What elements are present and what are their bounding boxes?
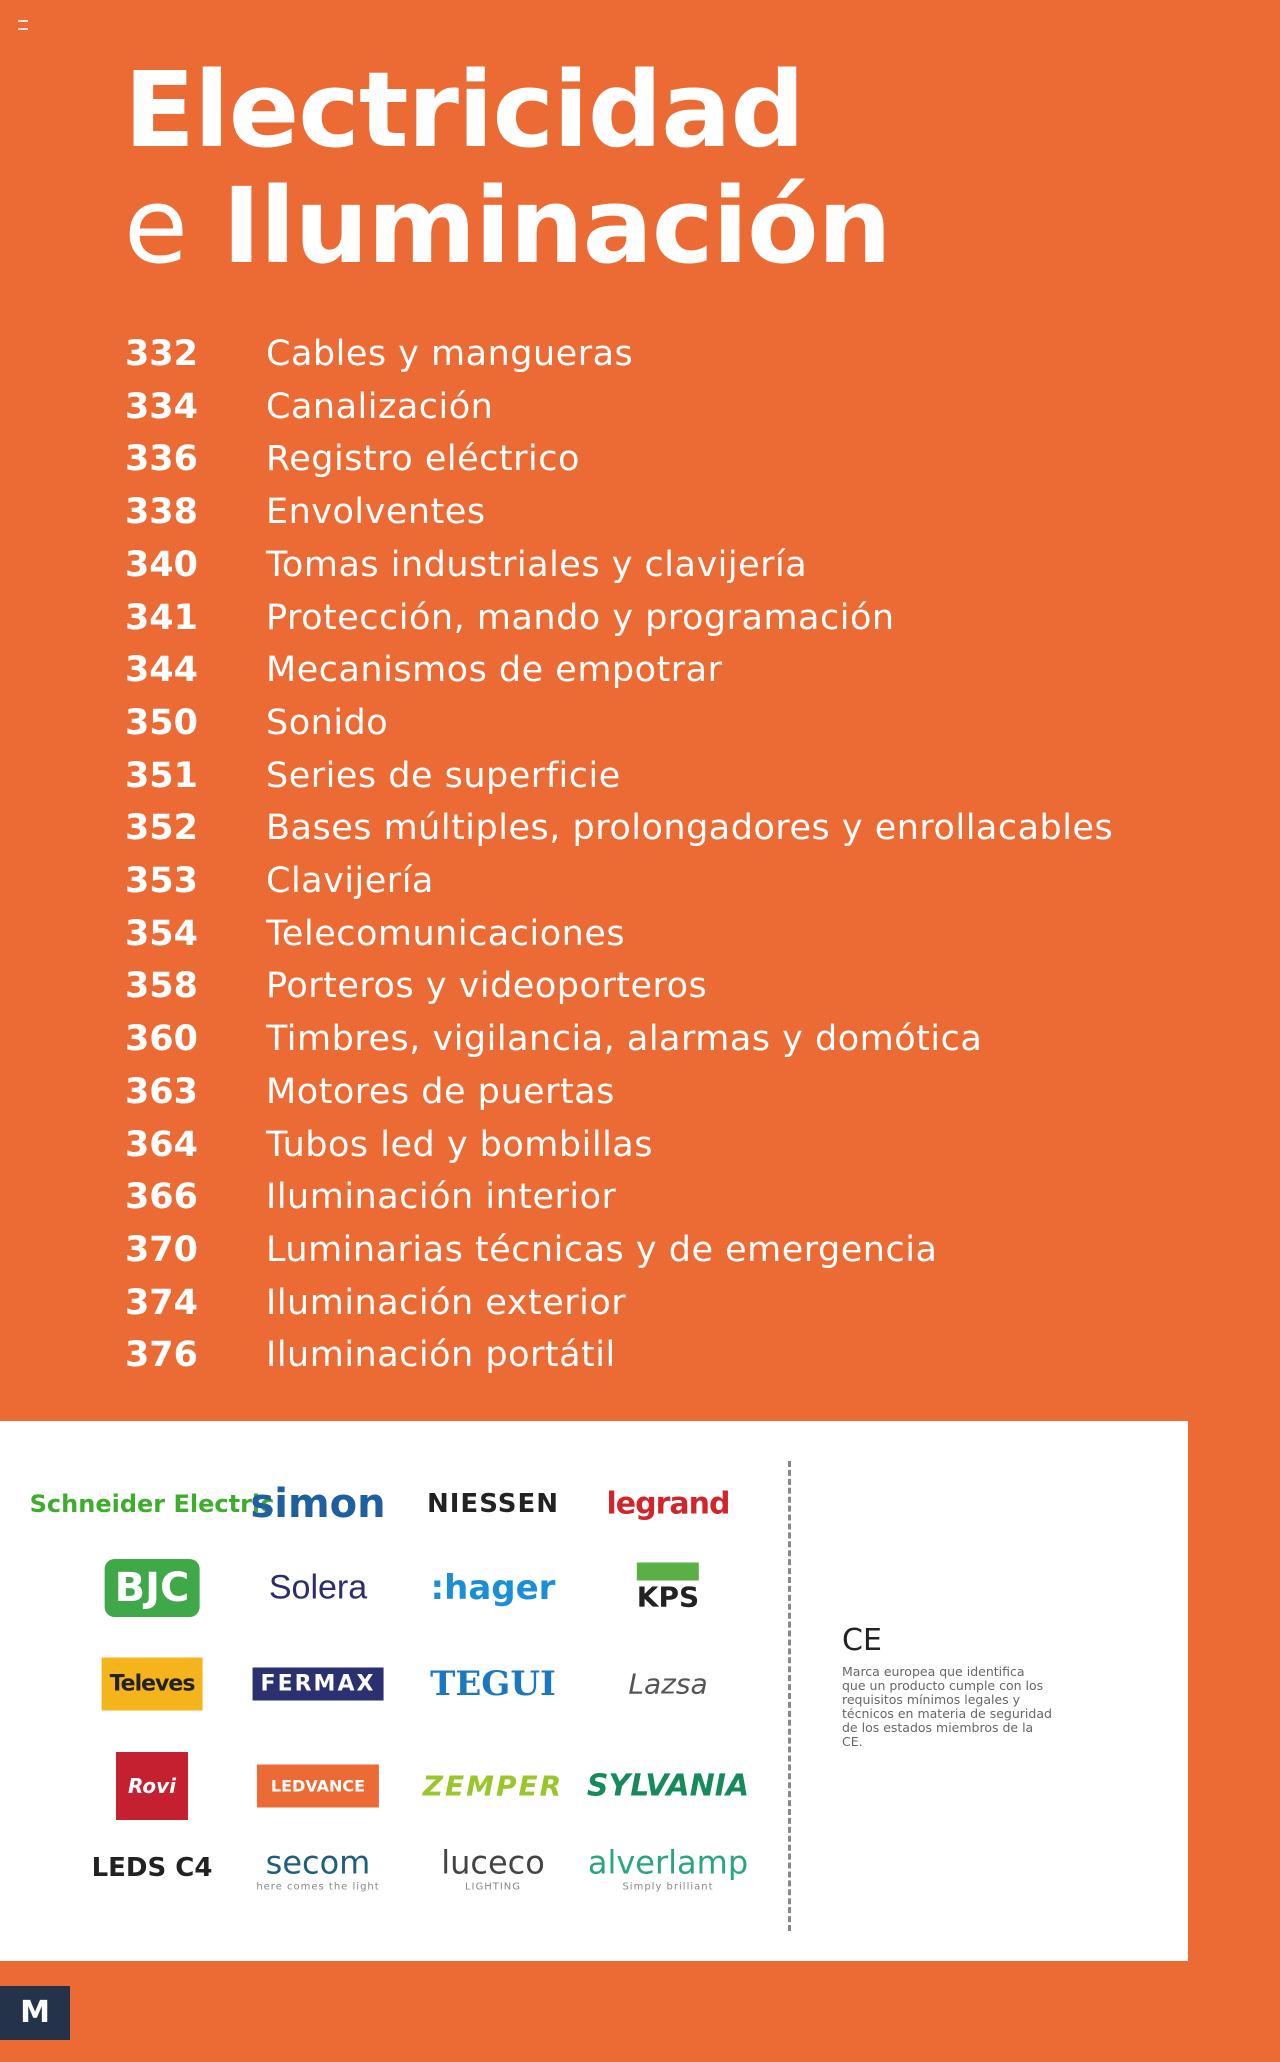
toc-label: Canalización [266, 386, 494, 427]
toc-label: Tubos led y bombillas [266, 1124, 653, 1165]
toc-item[interactable] [0, 1171, 1200, 1223]
toc-page-number: 370 [124, 1229, 198, 1270]
toc-item[interactable] [0, 328, 1200, 380]
brands-panel [0, 1421, 1188, 1961]
toc-label: Timbres, vigilancia, alarmas y domótica [266, 1019, 983, 1060]
toc-page-number: 340 [124, 544, 198, 585]
toc-item[interactable] [0, 750, 1200, 802]
brand-logo-zemper [423, 1770, 564, 1803]
brand-logo-niessen [427, 1489, 559, 1519]
toc-page-number: 353 [124, 861, 198, 901]
ce-mark-icon: CE [842, 1623, 882, 1658]
toc-page-number: 376 [124, 1335, 198, 1376]
title-line-2 [124, 165, 891, 287]
toc-item[interactable] [0, 908, 1200, 960]
brand-name: alverlamp [587, 1843, 749, 1882]
toc-item[interactable] [0, 592, 1200, 644]
toc-label: Porteros y videoporteros [266, 966, 708, 1007]
brand-name: Solera [268, 1568, 368, 1607]
toc-label: Clavijería [266, 861, 434, 901]
brand-name: LEDVANCE [270, 1776, 366, 1796]
toc-item[interactable] [0, 381, 1200, 433]
brand-name: BJC [114, 1565, 190, 1611]
brand-name: Schneider Electric [29, 1490, 275, 1518]
toc-label: Protección, mando y programación [266, 597, 895, 638]
brand-name: legrand [606, 1486, 730, 1522]
brand-logo-tegui [430, 1664, 556, 1704]
brand-logo-legrand [607, 1487, 730, 1522]
toc-item[interactable] [0, 1329, 1200, 1381]
brand-name: TEGUI [430, 1664, 556, 1704]
toc-item[interactable] [0, 644, 1200, 696]
brand-logo-simon [250, 1481, 385, 1527]
toc-item[interactable] [0, 1277, 1200, 1329]
toc-item[interactable] [0, 960, 1200, 1012]
brand-name: Televes [109, 1671, 195, 1697]
toc-item[interactable] [0, 802, 1200, 854]
toc-label: Mecanismos de empotrar [266, 650, 723, 691]
toc-item[interactable] [0, 1119, 1200, 1171]
toc-page-number: 344 [124, 650, 198, 691]
toc-page-number: 350 [124, 702, 198, 743]
brand-logo-schneider-electric [29, 1490, 275, 1518]
menu-icon[interactable] [18, 20, 28, 30]
brand-logo-sylvania [587, 1769, 749, 1804]
toc-item[interactable] [0, 486, 1200, 538]
toc-item[interactable] [0, 433, 1200, 485]
brand-tagline: LIGHTING [464, 1881, 522, 1893]
brand-name: :hager [430, 1568, 556, 1608]
toc-label: Luminarias técnicas y de emergencia [266, 1229, 938, 1270]
toc-page-number: 374 [124, 1282, 198, 1323]
toc-page-number: 352 [124, 808, 198, 849]
toc-label: Bases múltiples, prolongadores y enrollacables [266, 808, 1114, 849]
toc-page-number: 366 [124, 1177, 198, 1218]
brand-logo-alverlamp [588, 1844, 748, 1893]
toc-page-number: 351 [124, 755, 198, 796]
brand-tagline: Simply brilliant [622, 1881, 714, 1893]
toc-label: Registro eléctrico [266, 439, 580, 480]
toc-page-number: 341 [124, 597, 198, 638]
toc-label: Series de superficie [266, 755, 621, 796]
brand-logo-rovi [116, 1752, 188, 1820]
toc-page-number: 336 [124, 439, 198, 480]
toc-item[interactable] [0, 1224, 1200, 1276]
brand-name: Lazsa [628, 1667, 708, 1701]
brand-name: simon [250, 1481, 386, 1527]
brand-name: KPS [636, 1580, 700, 1614]
toc-label: Iluminación exterior [266, 1282, 627, 1323]
title-prefix: e [124, 165, 187, 287]
toc-item[interactable] [0, 855, 1200, 907]
toc-label: Sonido [266, 702, 389, 743]
brand-name: secom [265, 1843, 371, 1882]
brand-name: NIESSEN [427, 1489, 559, 1519]
brand-name: LEDS C4 [91, 1853, 213, 1883]
brand-logo-leds-c4 [92, 1853, 213, 1883]
toc-label: Iluminación portátil [266, 1335, 616, 1376]
brand-badge: M [0, 1986, 70, 2040]
toc-label: Tomas industriales y clavijería [266, 544, 808, 585]
toc-item[interactable] [0, 697, 1200, 749]
toc-label: Motores de puertas [266, 1071, 615, 1112]
toc-page-number: 332 [124, 334, 198, 374]
toc-label: Telecomunicaciones [266, 913, 626, 954]
brand-logo-kps [637, 1563, 699, 1614]
toc-page-number: 358 [124, 966, 198, 1007]
title-line-1: Electricidad [124, 49, 804, 171]
brand-logo-televes [102, 1658, 203, 1711]
toc-page-number: 360 [124, 1019, 198, 1060]
brand-tagline: here comes the light [256, 1881, 380, 1893]
divider [788, 1461, 791, 1931]
brand-logo-secom [256, 1844, 379, 1893]
brand-logo-fermax [253, 1668, 384, 1701]
brand-name: Rovi [127, 1774, 177, 1798]
toc-label: Iluminación interior [266, 1177, 617, 1218]
toc-label: Cables y mangueras [266, 334, 634, 374]
brand-logo-luceco [441, 1844, 545, 1893]
toc-item[interactable] [0, 1066, 1200, 1118]
brand-logo-hager [431, 1568, 556, 1608]
toc-page-number: 363 [124, 1071, 198, 1112]
toc-page-number: 354 [124, 913, 198, 954]
brand-name: ZEMPER [422, 1769, 564, 1803]
brand-name: SYLVANIA [586, 1768, 750, 1804]
toc-item[interactable] [0, 539, 1200, 591]
brand-logo-ledvance [257, 1765, 379, 1808]
ce-description: Marca europea que identifica que un producto cumple con los requisitos mínimos legales y técnicos en materia de seguridad de los estados miembros de la CE. [842, 1664, 1052, 1749]
brand-logo-solera [269, 1569, 367, 1608]
toc-label: Envolventes [266, 492, 486, 533]
brand-name: FERMAX [260, 1671, 376, 1697]
brand-logo-bjc [105, 1559, 200, 1617]
toc-item[interactable] [0, 1013, 1200, 1065]
toc-page-number: 364 [124, 1124, 198, 1165]
brand-logo-lazsa [628, 1668, 707, 1701]
brand-name: luceco [441, 1843, 545, 1882]
toc-page-number: 338 [124, 492, 198, 533]
title-main: Iluminación [222, 165, 891, 287]
toc-page-number: 334 [124, 386, 198, 427]
page-title [124, 49, 891, 287]
